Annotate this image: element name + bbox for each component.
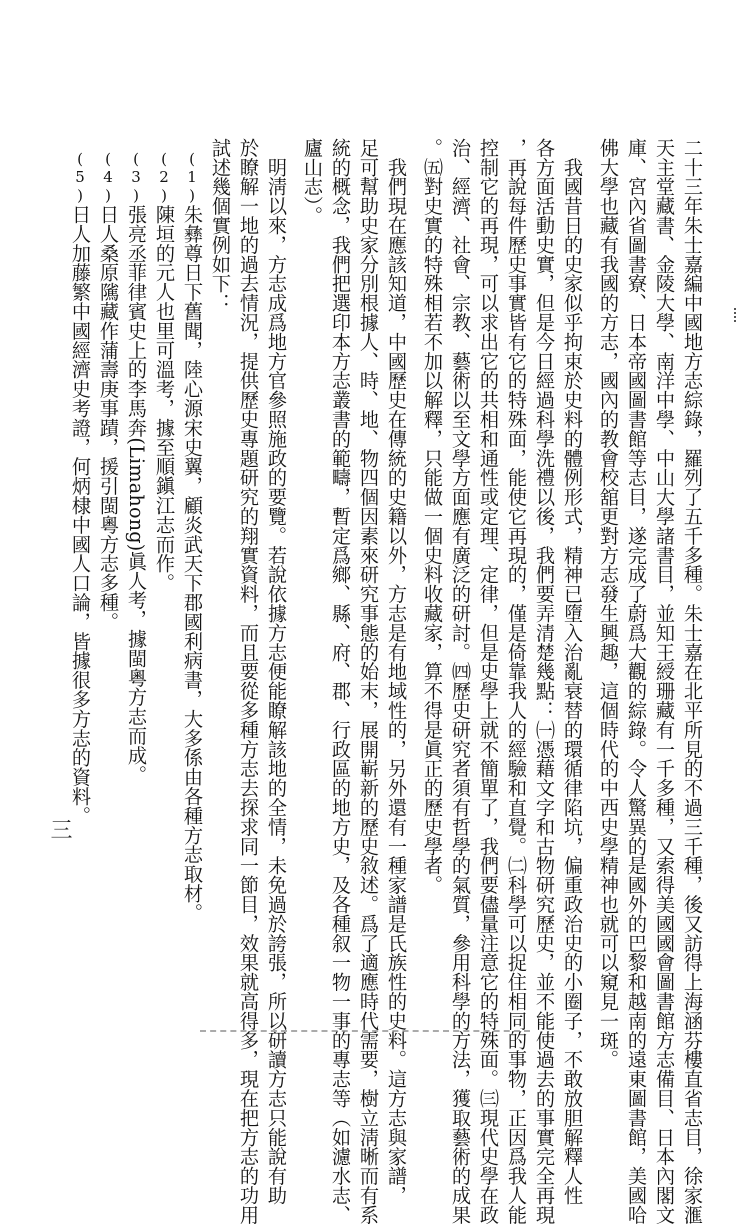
example-item	[152, 150, 176, 593]
scan-bottom-line	[200, 1030, 530, 1033]
scan-edge-mark	[734, 308, 739, 322]
example-item	[180, 150, 204, 922]
example-item	[124, 150, 148, 784]
text-column: 廬山志）。	[301, 138, 324, 226]
item-number: (1)	[183, 150, 201, 205]
item-number: (3)	[127, 150, 145, 205]
text-column: 天主堂藏書、金陵大學、南洋中學、中山大學諸書目，並知王綬珊藏有一千多種，又索得美國國會圖書館方志備目、日本內閣文	[653, 138, 676, 1224]
text-column: 統的概念，我們把選印本方志叢書的範疇，暫定爲鄉、縣、府、郡、行政區的地方史，及各種叙一物一事的專志等（如濾水志、	[329, 138, 352, 1224]
item-number: (2)	[155, 150, 173, 205]
latin-name: (Limahong)	[125, 437, 148, 552]
item-text: 朱彝尊日下舊聞，陸心源宋史翼，顧炎武天下郡國利病書，大多係由各種方志取材。	[181, 204, 204, 923]
example-item	[96, 150, 120, 631]
text-column: 試述幾個實例如下：	[209, 138, 232, 313]
item-number: (4)	[99, 150, 117, 205]
text-column: 庫、宮內省圖書寮、日本帝國圖書館等志目，遂完成了蔚爲大觀的綜錄。令人驚異的是國外的巴黎和越南的遠東圖書館，美國哈	[625, 138, 648, 1224]
item-text-after: 眞人考，據閩粵方志而成。	[125, 551, 148, 785]
text-column: 於瞭解一地的過去情況，提供歷史專題研究的翔實資料，而且要從多種方志去探求同一節目，效果就高得多，現在把方志的功用	[237, 138, 260, 1224]
text-column: 治、經濟、社會、宗教、藝術以至文學方面應有廣泛的研討。㈣歷史研究者須有哲學的氣質，參用科學的方法，獲取藝術的成果	[449, 138, 472, 1224]
text-column: 足可幫助史家分別根據人、時、地、物四個因素來研究事態的始末，展開嶄新的歷史敘述。爲了適應時代需要，樹立淸晰而有系	[357, 138, 380, 1224]
text-column: 二十三年朱士嘉編中國地方志綜錄，羅列了五千多種。朱士嘉在北平所見的不過三千種，後又訪得上海涵芬樓直省志目，徐家滙	[681, 138, 704, 1224]
page-number: 三	[47, 818, 72, 840]
text-column: 我國昔日的史家似乎拘束於史料的體例形式，精神已墮入治亂衰替的環循律陷坑，偏重政治史的小圈子，不敢放胆解釋人性	[561, 138, 584, 1205]
text-column: 明淸以來，方志成爲地方官參照施政的要覽。若說依據方志便能瞭解該地的全情，未免過於誇張，所以研讀方志只能說有助	[265, 138, 288, 1205]
example-item	[68, 150, 92, 825]
item-text: 陳垣的元人也里可溫考，據至順鎭江志而作。	[153, 204, 176, 593]
item-number: (5)	[71, 150, 89, 205]
text-column: 我們現在應該知道，中國歷史在傳統的史籍以外，方志是有地域性的，另外還有一種家譜是氏族性的史料。這方志與家譜，	[385, 138, 408, 1205]
text-column: 佛大學也藏有我國的方志，國內的教會校舘更對方志發生興趣，這個時代的中西史學精神也就可以窺見一斑。	[597, 138, 620, 1070]
text-column: ，再說每件歷史事實皆有它的特殊面，能使它再現的，僅是倚靠我人的經驗和直覺。㈡科學可以捉住相同的事物，正因爲我人能	[505, 138, 528, 1224]
text-column: 控制它的再現，可以求出它的共相和通性或定理、定律，但是史學上就不簡單了，我們要儘量注意它的特殊面。㈢現代史學在政	[477, 138, 500, 1224]
text-column: 。㈤對史實的特殊相若不加以解釋，只能做一個史料收藏家，算不得是眞正的歷史學者。	[421, 138, 444, 895]
item-text: 日人加藤繁中國經濟史考證，何炳棣中國人口論，皆據很多方志的資料。	[69, 204, 92, 826]
item-text: 日人桑原隲藏作蒲壽庚事蹟，援引閩粵方志多種。	[97, 204, 120, 632]
item-text: 張亮丞菲律賓史上的李馬奔	[125, 204, 148, 438]
text-column: 各方面活動史實，但是今日經過科學洗禮以後，我們要弄清楚幾點：㈠憑藉文字和古物研究歷史，並不能使過去的事實完全再現	[533, 138, 556, 1224]
